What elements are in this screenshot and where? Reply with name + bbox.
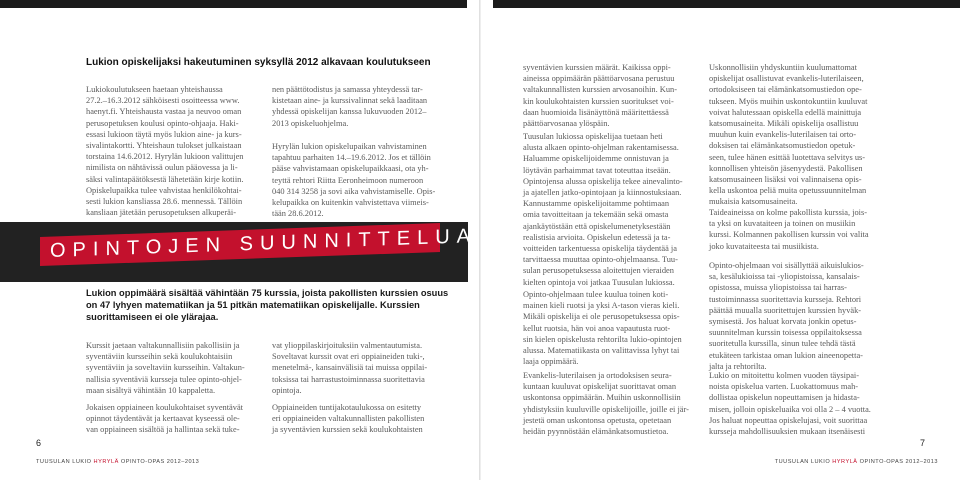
section-heading: Lukion opiskelijaksi hakeutuminen syksyllä 2012 alkavaan koulutukseen (86, 57, 431, 68)
footer-right-post: OPINTO-OPAS 2012–2013 (857, 459, 938, 465)
footer-right-pre: TUUSULAN LUKIO (774, 459, 833, 465)
right-col4-text-d: Lukio on mitoitettu kolmen vuoden täysipai- noista opiskelua varten. Luokattomuus mah- dollistaa opiskelun nopeuttamisen ja hidasta- misen, jolloin opiskeluaika voi olla 2 – 4 vuotta. Jos haluat nopeuttaa opiskelujasi, voit suorittaa kursseja mahdollisuuksien mukaan itsenäisesti (709, 371, 871, 437)
footer-right-highlight: HYRYLÄ (832, 459, 858, 465)
lead-paragraph: Lukion oppimäärä sisältää vähintään 75 kurssia, joista pakollisten kurssien osuus on 47 lyhyen matematiikan ja 51 pitkän matematiikan opiskelijalle. Kurssien suorittamiseen ei ole ylärajaa. (86, 288, 449, 322)
banner-title: OPINTOJEN SUUNNITTELUA (50, 225, 477, 262)
left-col1-bottom-text-a: Kurssit jaetaan valtakunnallisiin pakollisiin ja syventäviin kursseihin sekä koulukohtaisiin syventäviin ja soveltaviin kursseihin. Valtakun- nallisia syventäviä kursseja tulee opinto-ohjel- maan sisältyä vähintään 10 kappaletta. (86, 341, 245, 395)
right-col4-text-a: Uskonnollisiin yhdyskuntiin kuulumattomat opiskelijat osallistuvat evankelis-luterilaiseen, ortodoksiseen tai elämänkatsomustiedon ope- tukseen. Myös muihin uskontokuntiin kuuluvat voivat halutessaan opiskella edellä mainittuja katsomusaineita. Mikäli opiskelija osallistuu muuhun kuin evankelis-luterilaisen tai orto- doksisen tai elämänkatsomustiedon opetuk- seen, tulee hänen esittää luotettava selvitys us- konnollisen yhteisön jäsenyydestä. Pakollisen katsomusaineen lisäksi voi valinnaisena opis- kella uskontoa peliä muita opetussuunnitelman mukaisia katsomusaineita. (709, 63, 868, 207)
right-col3-text-a: syventävien kurssien määrät. Kaikissa oppi- aineissa oppimäärän päättöarvosana perustuu valtakunnallisten kurssien arvosanoihin. Kun- kin koulukohtaisten kurssien suoritukset voi- daan huomioida lisänäyttönä määritettäessä päättöarvosanaa ylöspäin. (523, 63, 677, 129)
footer-left-post: OPINTO-OPAS 2012–2013 (118, 459, 200, 465)
top-rule-right (493, 0, 960, 8)
page-number-left: 6 (36, 438, 42, 448)
right-col4-text-c: Opinto-ohjelmaan voi sisällyttää aikuislukios- sa, kesälukioissa tai -yliopistoissa, kansalais- opistossa, muissa yliopistoissa tai harras- tustoiminnassa suoritettavia kursseja. Rehtori päättää muualla suoritettujen kurssien hyväk- symisestä. Jos haluat korvata jonkin opetus- suunnitelman kurssin toisessa oppilaitoksessa suoritetulla kurssilla, sinun tulee tehdä tästä etukäteen tarkistaa oman lukion aineenopetta- jalta ja rehtorilta. (709, 261, 864, 371)
left-col2-bottom-text-b: Oppiaineiden tuntijakotaulukossa on esitetty eri oppiaineiden valtakunnallisten pakollisten ja syventävien kurssien sekä koulukohtaisten (272, 403, 425, 435)
left-col2-top-text-a: nen päättötodistus ja samassa yhteydessä tar- kistetaan aine- ja kurssivalinnat sekä laaditaan yhdessä opiskelijan kanssa lukuvuoden 2012– 2013 opiskeluohjelma. (272, 85, 428, 128)
right-col3-text-c: Opinto-ohjelmaan tulee kuulua toinen koti- mainen kieli ruotsi ja yksi A-tason vieras kieli. Mikäli opiskelija ei ole perusopetuksessa opis- kellut ruotsia, hän voi anoa vapautusta ruot- sin kielen opiskelusta rehtorilta lukio-opintojen alussa. Matematiikasta on valittavissa lyhyt tai laaja oppimäärä. (523, 290, 682, 367)
top-rule-left (0, 0, 467, 8)
right-col3-text-d: Evankelis-luterilaisen ja ortodoksisen seura- kuntaan kuuluvat opiskelijat suorittavat oman uskontonsa oppimäärän. Muihin uskonnollisiin yhdistyksiin kuuluville opiskelijoille, joille ei jär- jestetä oman uskontonsa opetusta, opetetaan heidän pyynnöstään elämänkatsomustietoa. (523, 371, 689, 437)
footer-left (36, 459, 199, 465)
right-col4-text-b: Taideaineissa on kolme pakollista kurssia, jois- ta yksi on kuvataiteen ja toinen on musiikin kurssi. Kolmannen pakollisen kurssin voi valita joko kuvataiteesta tai musiikista. (709, 208, 869, 251)
left-col2-bottom-text-a: vat ylioppilaskirjoituksiin valmentautumista. Soveltavat kurssit ovat eri oppiaineiden tuki-, menetelmä-, kansainvälisiä tai muissa oppilai- toksissa tai harrastustoiminnassa suoritettavia opintoja. (272, 341, 428, 395)
right-col3-text-b: Tuusulan lukiossa opiskelijaa tuetaan heti alusta alkaen opinto-ohjelman rakentamisessa. Haluamme opiskelijoidemme onnistuvan ja löytävän parhaimmat tavat toteuttaa itseään. Opintojensa alussa opiskelija tekee ainevalinto- ja ajatellen jatko-opintojaan ja kiinnostuksiaan. Kannustamme opiskelijoitamme pohtimaan omia tavoitteitaan ja tekemään sekä omasta ajankäytöstään että opiskelumenetyksestään realistisia arvioita. Opiskelun edetessä ja ta- voitteiden tarkentuessa opiskelija täydentää ja tarvittaessa muuttaa opinto-ohjelmaansa. Tuu- sulan perusopetuksessa aloitettujen vieraiden kielten opintoja voi jatkaa Tuusulan lukiossa. (523, 132, 683, 287)
footer-left-pre: TUUSULAN LUKIO (36, 459, 94, 465)
left-col1-top-text: Lukiokoulutukseen haetaan yhteishaussa 27.2.–16.3.2012 sähköisesti osoitteessa www. haenyt.fi. Yhteishausta vastaa ja neuvoo oman perusopetuksen koulusi opinto-ohjaaja. Haki- essasi lukioon täytä myös lukion aine- ja kurs- sivalintakortti. Yhteishaun tulokset julkaistaan torstaina 14.6.2012. Hyrylän lukioon valittujen nimilista on nähtävissä oulun pääovessa ja li- säksi valintapäätöksestä lähetetään kirje kotiin. Opiskelupaikka tulee vahvistaa henkilökohtai- sesti lukion kansliassa 28.6. mennessä. Tällöin kansliaan jätetään perusopetuksen alkuperäi- (86, 85, 244, 218)
footer-left-highlight: HYRYLÄ (93, 459, 119, 465)
page-number-right: 7 (920, 438, 926, 448)
footer-right (775, 459, 938, 465)
left-col1-bottom-text-b: Jokaisen oppiaineen koulukohtaiset syventävät opinnot täydentävät ja kertaavat kyseessä ole- van oppiaineen sisältöä ja hallintaa sekä tuke- (86, 403, 243, 435)
page-spine (479, 0, 481, 480)
left-col2-top-text-b: Hyrylän lukion opiskelupaikan vahvistaminen tapahtuu parhaiten 14.–19.6.2012. Jos et tällöin pääse vahvistamaan opiskelupaikkaasi, ota yh- teyttä rehtori Riitta Eeronheimoon numeroon 040 314 3258 ja sovi aika vahvistamiselle. Opis- kelupaikka on kuitenkin vahvistettava viimeis- tään 28.6.2012. (272, 142, 436, 219)
